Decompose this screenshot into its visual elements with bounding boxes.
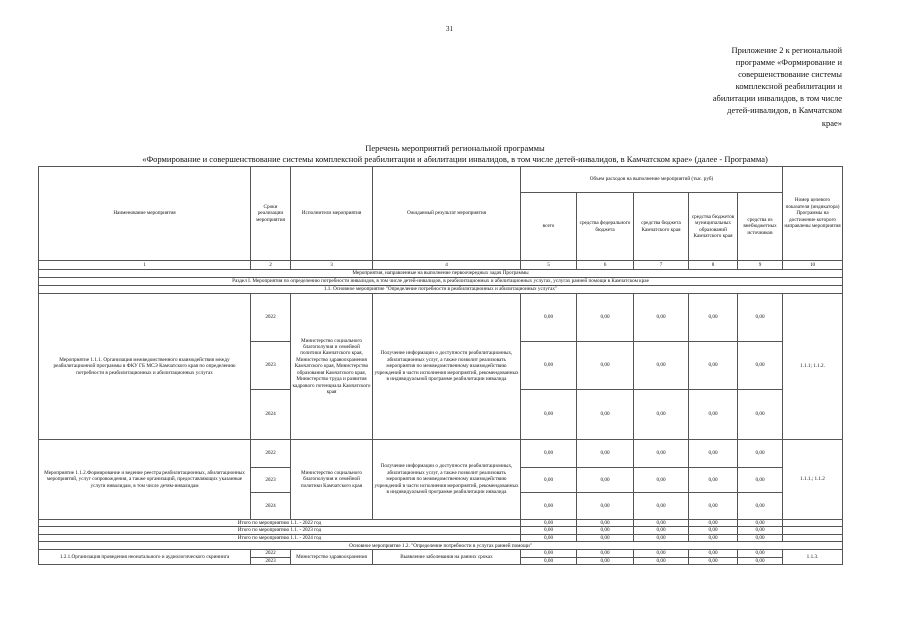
title-line-1: Перечень мероприятий региональной программы: [365, 143, 545, 153]
empty-cell: [783, 520, 843, 527]
col-number: 2: [251, 261, 291, 270]
value-other: 0,00: [738, 520, 783, 527]
value-other: 0,00: [738, 493, 783, 520]
value-municipal: 0,00: [689, 440, 738, 468]
appendix-line: крае»: [821, 117, 842, 128]
value-federal: 0,00: [577, 440, 634, 468]
value-federal: 0,00: [577, 493, 634, 520]
col-number: 4: [373, 261, 521, 270]
indicator-cell: 1.1.1.; 1.1.2: [783, 440, 843, 520]
total-label: Итого по мероприятию 1.1. - 2024 год: [39, 534, 521, 541]
main-measure-1-1: 1.1. Основное мероприятие "Определение потребности в реабилитационных и абилитационных услугах": [39, 286, 843, 294]
value-regional: 0,00: [634, 294, 689, 342]
result-cell: Выявление заболевания на ранних сроках: [373, 550, 521, 565]
value-regional: 0,00: [634, 520, 689, 527]
table-row: [39, 440, 843, 468]
value-federal: 0,00: [577, 468, 634, 493]
total-label: Итого по мероприятию 1.1. - 2022 год: [39, 520, 521, 527]
value-regional: 0,00: [634, 468, 689, 493]
executors-cell: Министерство здравоохранения: [291, 550, 373, 565]
value-total: 0,00: [521, 493, 577, 520]
value-municipal: 0,00: [689, 468, 738, 493]
col-number: 6: [577, 261, 634, 270]
value-total: 0,00: [521, 557, 577, 564]
year-cell: 2024: [251, 493, 291, 520]
year-cell: 2023: [251, 468, 291, 493]
value-federal: 0,00: [577, 527, 634, 534]
value-federal: 0,00: [577, 390, 634, 440]
total-row: [39, 520, 843, 527]
header-indicator: Номер целевого показателя (индикатора) Программы на достижение которого направлены мероприятия: [783, 167, 843, 261]
year-cell: 2022: [251, 294, 291, 342]
value-municipal: 0,00: [689, 342, 738, 390]
appendix-line: Приложение 2 к региональной: [731, 45, 842, 55]
header-other: средства из внебюджетных источников: [738, 193, 783, 261]
document-title: [40, 143, 870, 165]
appendix-line: детей-инвалидов, в Камчатском: [727, 105, 842, 116]
value-other: 0,00: [738, 342, 783, 390]
value-municipal: 0,00: [689, 493, 738, 520]
appendix-note: [660, 44, 842, 129]
value-municipal: 0,00: [689, 294, 738, 342]
year-cell: 2022: [251, 550, 291, 557]
value-total: 0,00: [521, 294, 577, 342]
col-number: 7: [634, 261, 689, 270]
total-label: Итого по мероприятию 1.1. - 2023 год: [39, 527, 521, 534]
measure-name: Мероприятие 1.1.1. Организация межведомственного взаимодействия между реабилитационной программы в ФКУ ГБ МСЭ Камчатского края по определению потребности в реабилитационных и абилитационных услугах: [39, 294, 251, 440]
section-1: Раздел I. Мероприятия по определению потребности инвалидов, в том числе детей-инвалидов, в реабилитационных и абилитационных услугах, услугах ранней помощи в Камчатском крае: [39, 278, 843, 286]
value-regional: 0,00: [634, 390, 689, 440]
value-federal: 0,00: [577, 342, 634, 390]
header-regional: средства бюджета Камчатского края: [634, 193, 689, 261]
value-other: 0,00: [738, 294, 783, 342]
header-terms: Сроки реализации мероприятия: [251, 167, 291, 261]
table-row: [39, 294, 843, 342]
value-regional: 0,00: [634, 342, 689, 390]
value-total: 0,00: [521, 527, 577, 534]
value-federal: 0,00: [577, 520, 634, 527]
measures-table: [38, 166, 843, 565]
value-municipal: 0,00: [689, 527, 738, 534]
value-total: 0,00: [521, 520, 577, 527]
col-number: 10: [783, 261, 843, 270]
total-row: [39, 527, 843, 534]
col-number: 3: [291, 261, 373, 270]
value-total: 0,00: [521, 440, 577, 468]
executors-cell: Министерство социального благополучия и семейной политики Камчатского края, Министерство здравоохранения Камчатского края, Министерство образования Камчатского края, Министерство труда и развития кадрового потенциала Камчатского края: [291, 294, 373, 440]
value-regional: 0,00: [634, 557, 689, 564]
value-total: 0,00: [521, 390, 577, 440]
value-federal: 0,00: [577, 294, 634, 342]
value-regional: 0,00: [634, 550, 689, 557]
page-number: 31: [446, 25, 453, 33]
result-cell: Получение информации о доступности реабилитационных, абилитационных услуг, а также позволит реализовать мероприятия по межведомственному взаимодействию учреждений в части исполнения мероприятий, рекомендованных в индивидуальной программе реабилитации инвалида: [373, 294, 521, 440]
value-other: 0,00: [738, 440, 783, 468]
header-result: Ожидаемый результат мероприятия: [373, 167, 521, 261]
header-total: всего: [521, 193, 577, 261]
appendix-line: комплексной реабилитации и: [735, 81, 842, 92]
header-name: Наименование мероприятия: [39, 167, 251, 261]
table-row: [39, 550, 843, 557]
value-federal: 0,00: [577, 557, 634, 564]
measure-name: 1.2.1.Организация проведения неонатального и аудиологического скрининга: [39, 550, 251, 565]
value-total: 0,00: [521, 534, 577, 541]
executors-cell: Министерство социального благополучия и семейной политики Камчатского края: [291, 440, 373, 520]
col-number: 1: [39, 261, 251, 270]
value-municipal: 0,00: [689, 534, 738, 541]
column-numbers-row: [39, 261, 843, 270]
header-municipal: средства бюджетов муниципальных образований Камчатского края: [689, 193, 738, 261]
year-cell: 2023: [251, 342, 291, 390]
col-number: 8: [689, 261, 738, 270]
value-federal: 0,00: [577, 534, 634, 541]
year-cell: 2022: [251, 440, 291, 468]
value-municipal: 0,00: [689, 550, 738, 557]
value-federal: 0,00: [577, 550, 634, 557]
value-total: 0,00: [521, 342, 577, 390]
value-other: 0,00: [738, 390, 783, 440]
indicator-cell: 1.1.3.: [783, 550, 843, 565]
value-other: 0,00: [738, 468, 783, 493]
value-regional: 0,00: [634, 493, 689, 520]
value-other: 0,00: [738, 527, 783, 534]
section-priority: Мероприятия, направленные на выполнение первоочередных задач Программы: [39, 270, 843, 278]
appendix-line: абилитации инвалидов, в том числе: [712, 93, 842, 104]
value-municipal: 0,00: [689, 390, 738, 440]
indicator-cell: 1.1.1; 1.1.2.: [783, 294, 843, 440]
header-federal: средства федерального бюджета: [577, 193, 634, 261]
title-line-2: «Формирование и совершенствование системы комплексной реабилитации и абилитации инвалидов, в том числе детей-инвалидов, в Камчатском крае» (далее - Программа): [142, 154, 768, 164]
value-regional: 0,00: [634, 534, 689, 541]
total-row: [39, 534, 843, 541]
value-municipal: 0,00: [689, 520, 738, 527]
year-cell: 2024: [251, 390, 291, 440]
col-number: 9: [738, 261, 783, 270]
appendix-line: совершенствование системы: [738, 69, 842, 80]
main-measure-1-2: Основное мероприятие 1.2. "Определение потребности в услугах ранней помощи": [39, 542, 843, 550]
result-cell: Получение информации о доступности реабилитационных, абилитационных услуг, а также позволит реализовать мероприятия по межведомственному взаимодействию учреждений в части исполнения мероприятий, рекомендованных в индивидуальной программе реабилитации инвалида: [373, 440, 521, 520]
measure-name: Мероприятие 1.1.2.Формирование и ведение реестра реабилитационных, абилитационных мероприятий, услуг сопровождения, а также организаций, предоставляющих указанные услуги инвалидам, в том числе детям-инвалидам: [39, 440, 251, 520]
value-other: 0,00: [738, 534, 783, 541]
empty-cell: [783, 534, 843, 541]
value-regional: 0,00: [634, 440, 689, 468]
year-cell: 2023: [251, 557, 291, 564]
col-number: 5: [521, 261, 577, 270]
value-other: 0,00: [738, 557, 783, 564]
value-total: 0,00: [521, 468, 577, 493]
header-expenses: Объем расходов на выполнение мероприятий (тыс. руб): [521, 167, 783, 193]
value-regional: 0,00: [634, 527, 689, 534]
value-other: 0,00: [738, 550, 783, 557]
empty-cell: [783, 527, 843, 534]
appendix-line: программе «Формирование и: [735, 57, 842, 68]
value-municipal: 0,00: [689, 557, 738, 564]
value-total: 0,00: [521, 550, 577, 557]
header-executors: Исполнители мероприятия: [291, 167, 373, 261]
